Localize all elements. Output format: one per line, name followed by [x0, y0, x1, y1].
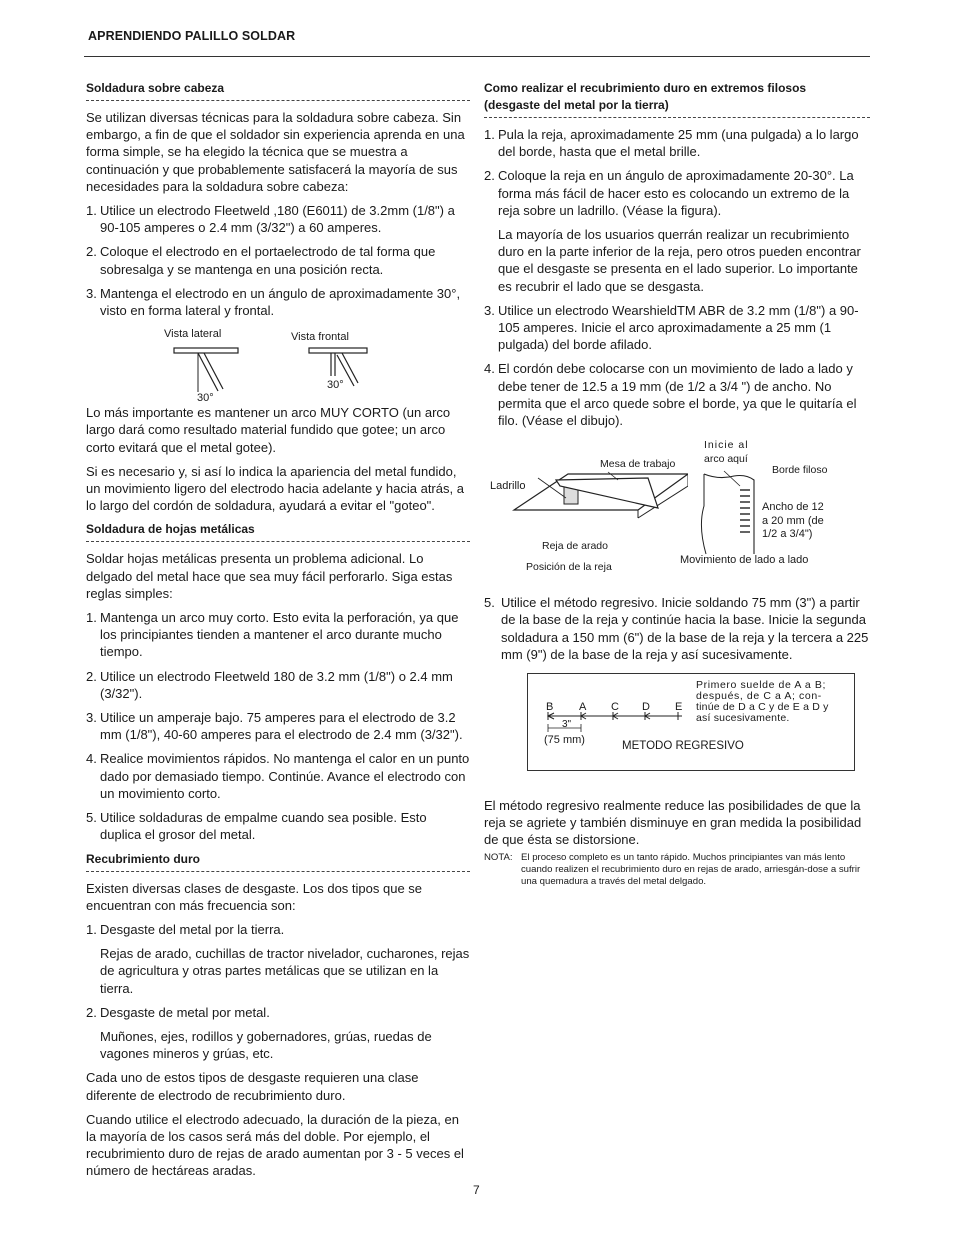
list-item: 2. Coloque la reja en un ángulo de aproximadamente 20-30°. La forma más fácil de hacer esto es colocando un extremo de la reja sobre un ladrillo. (Véase la figura). [484, 168, 854, 218]
dimension-mm: (75 mm) [544, 734, 585, 747]
point-b: B [546, 701, 554, 714]
dimension-inches: 3" [562, 719, 572, 731]
hardfacing-intro: Existen diversas clases de desgaste. Los dos tipos que se encuentran con más frecuencia son: [86, 880, 423, 913]
note-text: El proceso completo es un tanto rápido. Muchos principiantes van más lento cuando realizen el recubrimiento duro en rejas de arado, arriesgán-dose a sufrir una quemadura a través del metal delgado. [521, 851, 861, 888]
page-number: 7 [473, 1183, 480, 1197]
backstep-paragraph: El método regresivo realmente reduce las posibilidades de que la reja se agriete y también disminuye en gran medida la posibilidad de que ésta se distorsione. [484, 798, 862, 848]
sheet-metal-intro: Soldar hojas metálicas presenta un problema adicional. Lo delgado del metal hace que sea muy fácil perforarlo. Siga estas reglas simples: [86, 551, 453, 601]
right-column [484, 80, 870, 888]
side-angle-label: 30° [197, 392, 214, 405]
start-arc-label-1: Inicie al [704, 439, 749, 452]
overhead-paragraph-1: Lo más importante es mantener un arco MUY CORTO (un arco largo dará como resultado material fundido que gotee; un arco corto evitará que el metal gotee). [86, 405, 451, 455]
start-arc-label-2: arco aquí [704, 453, 748, 466]
list-item: 5. Utilice el método regresivo. Inicie soldando 75 mm (3") a partir de la base de la reja y continúe hacia la base. Inicie la segunda soldadura a 150 mm (6") de la base de la reja y la tercera a 225 mm (9") de la base de la reja y así sucesivamente. [484, 595, 869, 662]
header-rule [84, 56, 870, 57]
point-a: A [579, 701, 587, 714]
list-item-detail: Rejas de arado, cuchillas de tractor nivelador, cucharones, rejas de agricultura y otras partes metálicas que se utilizan en la tierra. [100, 946, 470, 996]
plowshare-figure [484, 436, 870, 586]
list-item: 3. Utilice un electrodo WearshieldTM ABR de 3.2 mm (1/8") a 90-105 amperes. Inicie el arco aproximadamente a 25 mm (1 pulgada) del borde afilado. [484, 302, 859, 353]
list-item: 4. El cordón debe colocarse con un movimiento de lado a lado y debe tener de 12.5 a 19 mm (de 1/2 a 3/4 ") de ancho. No permita que el arco quede sobre el borde, ya que le quitaría el filo. (Véase el dibujo). [484, 361, 857, 429]
sharp-edge-label: Borde filoso [772, 464, 828, 477]
backstep-method-figure [527, 673, 855, 771]
front-view-label: Vista frontal [291, 331, 349, 344]
page-header: APRENDIENDO PALILLO SOLDAR [88, 29, 296, 43]
brick-label: Ladrillo [490, 480, 526, 493]
plowshare-position-caption: Posición de la reja [526, 561, 612, 574]
section-title-sharp-edges: Como realizar el recubrimiento duro en extremos filosos (desgaste del metal por la tierra) [484, 81, 807, 112]
section-divider [86, 871, 470, 872]
overhead-intro: Se utilizan diversas técnicas para la soldadura sobre cabeza. Sin embargo, a fin de que el soldador sin experiencia aprenda en una forma simple, se ha elegido la técnica que se muestra a continuación y que probablemente satisfacerá la mayoría de sus necesidades para la soldadura sobre cabeza: [86, 110, 465, 194]
list-item: 1. Pula la reja, aproximadamente 25 mm (una pulgada) a lo largo del borde, hasta que el metal brille. [484, 127, 859, 160]
backstep-instructions: Primero suelde de A a B; después, de C a A; con- tinúe de D a C y de E a D y así sucesivamente. [696, 679, 829, 725]
list-item: 4. Realice movimientos rápidos. No mantenga el calor en un punto dado por demasiado tiempo. Continúe. Avance el electrodo con un movimiento corto. [86, 751, 470, 801]
list-item: 3. Utilice un amperaje bajo. 75 amperes para el electrodo de 3.2 mm (1/8"), 40-60 amperes para el electrodo de 2.4 mm (3/32"). [86, 710, 463, 743]
section-title-hardfacing: Recubrimiento duro [86, 851, 201, 866]
list-item-detail: La mayoría de los usuarios querrán realizar un recubrimiento duro en la parte inferior de la reja, pero otros pueden encontrar que el desgaste se presenta en el lado superior. Lo importante es recubrir el lado que se desgasta. [498, 227, 861, 294]
point-d: D [642, 701, 650, 714]
list-item: 3. Mantenga el electrodo en un ángulo de aproximadamente 30°, visto en forma lateral y frontal. [86, 285, 461, 319]
section-divider [86, 541, 470, 542]
hardfacing-paragraph-1: Cada uno de estos tipos de desgaste requieren una clase diferente de electrodo de recubrimiento duro. [86, 1070, 419, 1103]
hardfacing-paragraph-2: Cuando utilice el electrodo adecuado, la duración de la pieza, en la mayoría de los casos será más del doble. Por ejemplo, el recubrimiento duro de rejas de arado aumentan por 3 - 5 veces el número de hectáreas aradas. [86, 1111, 464, 1179]
list-item: 1. Mantenga un arco muy corto. Esto evita la perforación, ya que los principiantes tienden a mantener el arco durante mucho tiempo. [86, 610, 459, 660]
plowshare-label: Reja de arado [542, 540, 608, 553]
list-item: 2. Coloque el electrodo en el portaelectrodo de tal forma que sobresalga y se mantenga en una posición recta. [86, 244, 436, 277]
electrode-angle-figure [86, 326, 470, 404]
section-divider [484, 117, 870, 118]
backstep-caption: METODO REGRESIVO [622, 740, 744, 753]
list-item-detail: Muñones, ejes, rodillos y gobernadores, grúas, ruedas de vagones mineros y grúas, etc. [100, 1028, 432, 1062]
side-to-side-caption: Movimiento de lado a lado [680, 554, 809, 567]
note-label: NOTA: [484, 851, 513, 863]
note [484, 852, 870, 889]
plowshare-position-drawing [508, 468, 688, 538]
width-label: Ancho de 12 a 20 mm (de 1/2 a 3/4") [762, 501, 824, 541]
section-divider [86, 100, 470, 101]
overhead-paragraph-2: Si es necesario y, si así lo indica la apariencia del metal fundido, un movimiento ligero del electrodo hacia adelante y hacia atrás, a lo largo del cordón de soldadura, ayudará a evitar el "goteo". [86, 463, 464, 514]
list-item: 5. Utilice soldaduras de empalme cuando sea posible. Esto duplica el grosor del metal. [86, 810, 427, 843]
list-item: 1. Desgaste del metal por la tierra. [86, 921, 285, 937]
list-item: 2. Utilice un electrodo Fleetweld 180 de 3.2 mm (1/8") o 2.4 mm (3/32"). [86, 668, 453, 701]
point-e: E [675, 701, 683, 714]
point-c: C [611, 701, 619, 714]
list-item: 1. Utilice un electrodo Fleetweld ,180 (E6011) de 3.2mm (1/8") a 90-105 amperes o 2.4 mm (3/32") a 60 amperes. [86, 203, 455, 236]
left-column [86, 80, 470, 1187]
section-title-sheet-metal: Soldadura de hojas metálicas [86, 522, 255, 537]
section-title-overhead: Soldadura sobre cabeza [86, 81, 225, 95]
side-view-label: Vista lateral [164, 328, 222, 341]
worktable-label: Mesa de trabajo [600, 458, 676, 471]
side-to-side-drawing [694, 466, 764, 556]
front-angle-label: 30° [327, 379, 344, 392]
list-item: 2. Desgaste de metal por metal. [86, 1004, 270, 1020]
